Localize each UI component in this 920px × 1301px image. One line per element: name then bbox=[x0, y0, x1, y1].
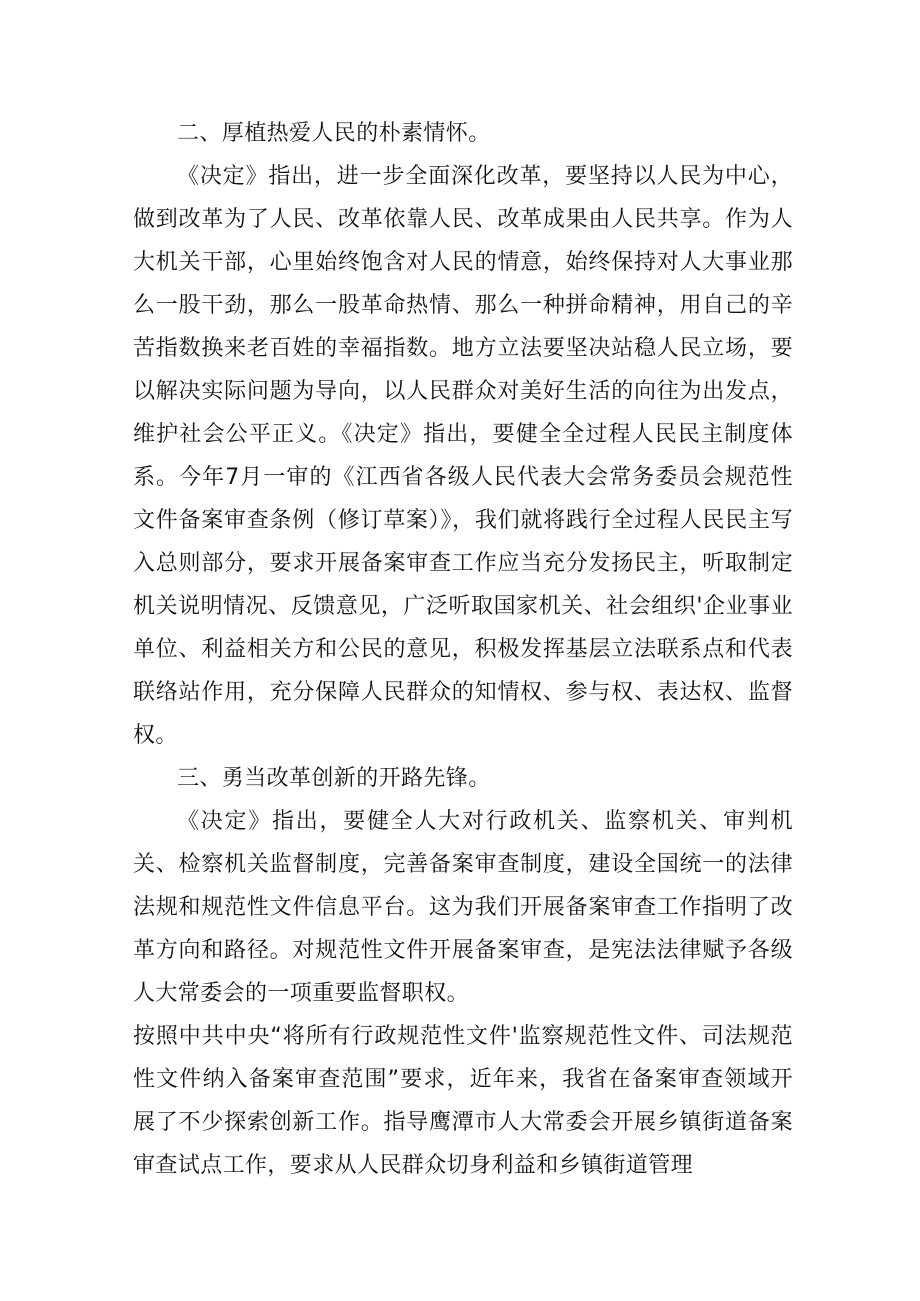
section-heading-three: 三、勇当改革创新的开路先锋。 bbox=[177, 766, 491, 791]
document-page bbox=[133, 112, 793, 1187]
body-paragraph-people: 《决定》指出，进一步全面深化改革，要坚持以人民为中心，做到改革为了人民、改革依靠人民、改革成果由人民共享。作为人大机关干部，心里始终饱含对人民的情意，始终保持对人大事业那么一股干劲，那么一股革命热情、那么一种拼命精神，用自己的辛苦指数换来老百姓的幸福指数。地方立法要坚决站稳人民立场，要以解决实际问题为导向，以人民群众对美好生活的向往为出发点，维护社会公平正义。《决定》指出，要健全全过程人民民主制度体系。今年7月一审的《江西省各级人民代表大会常务委员会规范性文件备案审查条例（修订草案）》，我们就将践行全过程人民民主写入总则部分，要求开展备案审查工作应当充分发扬民主，听取制定机关说明情况、反馈意见，广泛听取国家机关、社会组织'企业事业单位、利益相关方和公民的意见，积极发挥基层立法联系点和代表联络站作用，充分保障人民群众的知情权、参与权、表达权、监督权。 bbox=[133, 164, 793, 748]
body-paragraph-supervision: 《决定》指出，要健全人大对行政机关、监察机关、审判机关、检察机关监督制度，完善备案审查制度，建设全国统一的法律法规和规范性文件信息平台。这为我们开展备案审查工作指明了改革方向和路径。对规范性文件开展备案审查，是宪法法律赋予各级人大常委会的一项重要监督职权。 bbox=[133, 809, 793, 1006]
body-paragraph-exploration: 按照中共中央“将所有行政规范性文件'监察规范性文件、司法规范性文件纳入备案审查范围”要求，近年来，我省在备案审查领域开展了不少探索创新工作。指导鹰潭市人大常委会开展乡镇街道备案审查试点工作，要求从人民群众切身利益和乡镇街道管理 bbox=[133, 1024, 793, 1178]
section-heading-two: 二、厚植热爱人民的朴素情怀。 bbox=[177, 121, 491, 146]
